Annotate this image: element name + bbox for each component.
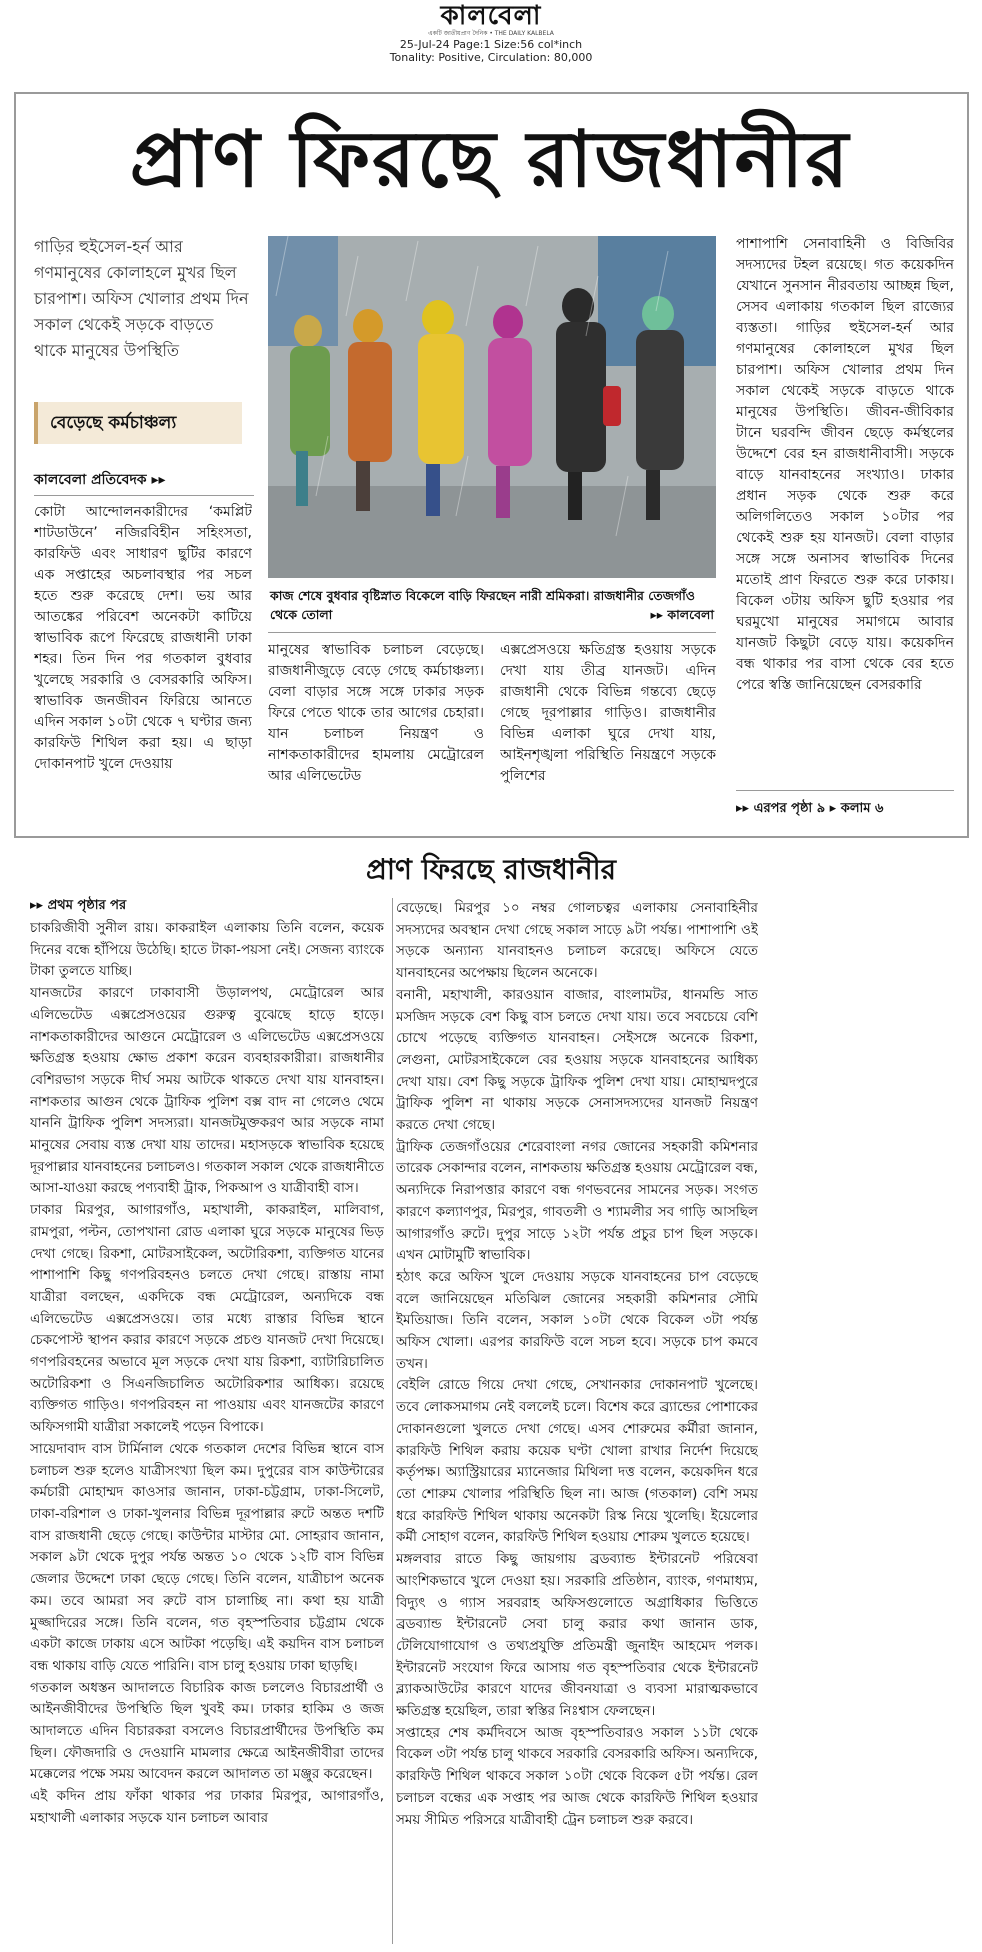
byline-rule: [34, 495, 254, 496]
photo-credit: ▸▸ কালবেলা: [650, 607, 714, 622]
clip-info: 25-Jul-24 Page:1 Size:56 col*inch: [399, 38, 583, 51]
continuation-paragraph: হঠাৎ করে অফিস খুলে দেওয়ায় সড়কে যানবাহনের চাপ বেড়েছে বলে জানিয়েছেন মতিঝিল জোনের সহকারী কমিশনার সৌমি ইমতিয়াজ। তিনি বলেন, সকাল ১০টা থেকে বিকেল ৩টা পর্যন্ত অফিস খোলা। এরপর কারফিউ বলে সচল হবে। সড়কে চাপ কমবে তখন।: [396, 1268, 758, 1372]
continuation-paragraph: বনানী, মহাখালী, কারওয়ান বাজার, বাংলামটর, ধানমন্ডি সাত মসজিদ সড়কে বেশ কিছু বাস চলতে দেখা যায়। তবে সবচেয়ে বেশি চোখে পড়েছে ব্যক্তিগত যানবাহন। সেইসঙ্গে অনেকে রিকশা, লেগুনা, মোটরসাইকেলে বের হওয়ায় সড়কে যানবাহনের আধিক্য দেখা যায়। বেশ কিছু সড়কে ট্রাফিক পুলিশ দেখা যায়। মোহাম্মদপুরে ট্রাফিক পুলিশ না থাকায় সড়কে সেনাসদস্যদের যানজট নিয়ন্ত্রণ করতে দেখা গেছে।: [396, 986, 758, 1134]
continuation-paragraph: সপ্তাহের শেষ কর্মদিবসে আজ বৃহস্পতিবারও সকাল ১১টা থেকে বিকেল ৩টা পর্যন্ত চালু থাকবে সরকারি বেসরকারি অফিস। অন্যদিকে, কারফিউ শিথিল থাকবে সকাল ১০টা থেকে বিকেল ৫টা পর্যন্ত। রেল চলাচল বন্ধের এক সপ্তাহ পর আজ থেকে কারফিউ শিথিল হওয়ার সময় সীমিত পরিসরে যাত্রীবাহী ট্রেন চলাচল শুরু করবে।: [396, 1724, 758, 1828]
article-deck: গাড়ির হুইসেল-হর্ন আর গণমানুষের কোলাহলে মুখর ছিল চারপাশ। অফিস খোলার প্রথম দিন সকাল থেকেই সড়কে বাড়তে থাকে মানুষের উপস্থিতি: [34, 237, 249, 360]
continuation-paragraph: মঙ্গলবার রাতে কিছু জায়গায় ব্রডব্যান্ড ইন্টারনেট পরিষেবা আংশিকভাবে খুলে দেওয়া হয়। সরকারি প্রতিষ্ঠান, ব্যাংক, গণমাধ্যম, বিদ্যুৎ ও গ্যাস সরবরাহ অফিসগুলোতে অগ্রাধিকার ভিত্তিতে ব্রডব্যান্ড ইন্টারনেট সেবা চালু করার কথা জানান ডাক, টেলিযোগাযোগ ও তথ্যপ্রযুক্তি প্রতিমন্ত্রী জুনাইদ আহমেদ পলক। ইন্টারনেট সংযোগ ফিরে আসায় গত বৃহস্পতিবার থেকে ইন্টারনেট ব্ল্যাকআউটের কারণে যাদের জীবনযাত্রা ও ব্যবসা মারাত্মকভাবে ক্ষতিগ্রস্ত হয়েছিল, তারা স্বস্তির নিঃশ্বাস ফেলছেন।: [396, 1551, 758, 1720]
article-headline: প্রাণ ফিরছে রাজধানীর: [129, 114, 851, 205]
article-kicker: বেড়েছে কর্মচাঞ্চল্য: [34, 402, 242, 444]
masthead: [0, 2, 982, 64]
continuation-left-column: [30, 918, 384, 1944]
continuation-paragraph: বেইলি রোডে গিয়ে দেখা গেছে, সেখানকার দোকানপাট খুলেছে। তবে লোকসমাগম নেই বললেই চলে। বিশেষ করে ব্র্যান্ডের পোশাকের দোকানগুলো খুলতে দেখা গেছে। এসব শোরুমের কর্মীরা জানান, কারফিউ শিথিল করায় কয়েক ঘণ্টা খোলা রাখার নির্দেশ দিয়েছে কর্তৃপক্ষ। অ্যাস্ট্রিয়ারের ম্যানেজার মিথিলা দত্ত বলেন, কয়েকদিন ধরে তো শোরুম খোলার পরিস্থিতি ছিল না। আজ (গতকাল) বেশি সময় ধরে কারফিউ শিথিল থাকায় অনেকটা রিস্ক নিয়ে খুলেছি। ইয়েলোর কর্মী সোহাগ বলেন, কারফিউ শিথিল হওয়ায় শোরুম খুলতে হয়েছে।: [396, 1377, 758, 1546]
article-column-1: কোটা আন্দোলনকারীদের ‘কমপ্লিট শাটডাউনে’ নজিরবিহীন সহিংসতা, কারফিউ এবং সাধারণ ছুটির কারণে এক সপ্তাহের অচলাবস্থার পর সচল হতে শুরু করেছে দেশ। ভয় আর আতঙ্কের পরিবেশ অনেকটা কাটিয়ে স্বাভাবিক রূপে ফিরেছে রাজধানী ঢাকা শহর। তিন দিন পর গতকাল বুধবার খুলেছে সরকারি ও বেসরকারি অফিস। স্বাভাবিক জনজীবন ফিরিয়ে আনতে এদিন সকাল ১০টা থেকে ৭ ঘণ্টার জন্য কারফিউ শিথিল করা হয়। এ ছাড়া দোকানপাট খুলে দেওয়ায়: [34, 504, 252, 772]
continuation-paragraph: গতকাল অধস্তন আদালতে বিচারিক কাজ চললেও বিচারপ্রার্থী ও আইনজীবীদের উপস্থিতি ছিল খুবই কম। ঢাকার হাকিম ও জজ আদালতে এদিন বিচারকরা বসলেও বিচারপ্রার্থীদের উপস্থিতি কম ছিল। ফৌজদারি ও দেওয়ানি মামলার ক্ষেত্রে আইনজীবীরা তাদের মক্কেলের পক্ষে সময় আবেদন করলে আদালত তা মঞ্জুর করেছেন।: [30, 1679, 384, 1783]
article-column-3: এক্সপ্রেসওয়ে ক্ষতিগ্রস্ত হওয়ায় সড়কে দেখা যায় তীব্র যানজট। এদিন রাজধানী থেকে বিভিন্ন গন্তব্যে ছেড়ে গেছে দূরপাল্লার গাড়িও। রাজধানীর বিভিন্ন এলাকা ঘুরে দেখা যায়, আইনশৃঙ্খলা পরিস্থিতি নিয়ন্ত্রণে সড়কে পুলিশের: [500, 642, 716, 784]
continuation-paragraph: সায়েদাবাদ বাস টার্মিনাল থেকে গতকাল দেশের বিভিন্ন স্থানে বাস চলাচল শুরু হলেও যাত্রীসংখ্যা ছিল কম। দুপুরের বাস কাউন্টারের কর্মচারী মোহাম্মদ কাওসার জানান, ঢাকা-চট্টগ্রাম, ঢাকা-সিলেট, ঢাকা-বরিশাল ও ঢাকা-খুলনার বিভিন্ন দূরপাল্লার রুটে অন্তত দশটি বাস রাজধানী ছেড়ে গেছে। কাউন্টার মাস্টার মো. সোহরাব জানান, সকাল ৯টা থেকে দুপুর পর্যন্ত অন্তত ১০ থেকে ১২টি বাস বিভিন্ন জেলার উদ্দেশে ঢাকা ছেড়ে গেছে। তিনি বলেন, যাত্রীচাপ অনেক কম। তবে আমরা সব রুটে বাস চালাচ্ছি না। কথা হয় যাত্রী মুজ্জাদিরের সঙ্গে। তিনি বলেন, গত বৃহস্পতিবার চট্টগ্রাম থেকে একটা কাজে ঢাকায় এসে আটকা পড়েছি। এই কয়দিন বাস চলাচল বন্ধ থাকায় বাড়ি যেতে পারিনি। বাস চালু হওয়ায় ঢাকা ছাড়ছি।: [30, 1440, 384, 1674]
jump-rule: [736, 790, 954, 791]
rain-workers-illustration: [268, 236, 716, 578]
clip-tonality: Tonality: Positive, Circulation: 80,000: [389, 51, 593, 64]
continuation-paragraph: ঢাকার মিরপুর, আগারগাঁও, মহাখালী, কাকরাইল, মালিবাগ, রামপুরা, পল্টন, তোপখানা রোড এলাকা ঘুরে সড়কে মানুষের ভিড় দেখা গেছে। রিকশা, মোটরসাইকেল, অটোরিকশা, ব্যক্তিগত যানের পাশাপাশি কিছু গণপরিবহনও চলতে দেখা গেছে। রাস্তায় নামা যাত্রীরা বলছেন, একদিকে বন্ধ মেট্রোরেল, অন্যদিকে বন্ধ এলিভেটেড এক্সপ্রেসওয়ে। তার মধ্যে রাস্তার বিভিন্ন স্থানে চেকপোস্ট স্থাপন করার কারণে সড়কে প্রচণ্ড যানজট দেখা দিয়েছে। গণপরিবহনের অভাবে মূল সড়কে দেখা যায় রিকশা, ব্যাটারিচালিত অটোরিকশা ও সিএনজিচালিত অটোরিকশার আধিক্য। রয়েছে ব্যক্তিগত গাড়িও। গণপরিবহন না পাওয়ায় এবং যানজটের কারণে অফিসগামী যাত্রীরা সকালেই পড়েন বিপাকে।: [30, 1202, 384, 1436]
newspaper-tagline: একটি জাতীয়প্রাণ দৈনিক • THE DAILY KALBELA: [428, 30, 554, 37]
caption-rule: [268, 632, 716, 633]
continuation-paragraph: বেড়েছে। মিরপুর ১০ নম্বর গোলচত্বর এলাকায় সেনাবাহিনীর সদস্যদের অবস্থান দেখা গেছে সকাল সাড়ে ৯টা পর্যন্ত। পাশাপাশি ওই সড়কে অন্যান্য যানবাহনও চলাচল করেছে। অফিসে যেতে যানবাহনের অপেক্ষায় ছিলেন অনেকে।: [396, 900, 758, 982]
article-column-4: পাশাপাশি সেনাবাহিনী ও বিজিবির সদস্যদের টহল রয়েছে। গত কয়েকদিন যেখানে সুনসান নীরবতায় আচ্ছন্ন ছিল, সেসব এলাকায় গতকাল ছিল রাজ্যের ব্যস্ততা। গাড়ির হুইসেল-হর্ন আর গণমানুষের কোলাহলে মুখর ছিল চারপাশ। অফিস খোলার প্রথম দিন সকাল থেকেই সড়কে বাড়তে থাকে মানুষের উপস্থিতি। জীবন-জীবিকার টানে ঘরবন্দি জীবন ছেড়ে কর্মস্থলের উদ্দেশে বের হন রাজধানীবাসী। সড়কে বাড়ে যানবাহনের সংখ্যাও। ঢাকার প্রধান সড়ক থেকে শুরু করে অলিগলিতেও সকাল ১০টার পর থেকেই শুরু হয় যানজট। বেলা বাড়ার সঙ্গে সঙ্গে অনাসব স্বাভাবিক দিনের মতোই প্রাণ ফিরতে শুরু করে ঢাকায়। বিকেল ৩টায় অফিস ছুটি হওয়ার পর ঘরমুখো মানুষের সমাগমে আবার যানজট কিছুটা বেড়ে যায়। কয়েকদিন বন্ধ থাকার পর বাসা থেকে বের হতে পেরে স্বস্তি জানিয়েছেন বেসরকারি: [736, 236, 954, 693]
photo-caption-text: কাজ শেষে বুধবার বৃষ্টিস্নাত বিকেলে বাড়ি ফিরছেন নারী শ্রমিকরা। রাজধানীর তেজগাঁও থেকে তোলা: [270, 588, 695, 622]
continuation-paragraph: যানজটের কারণে ঢাকাবাসী উড়ালপথ, মেট্রোরেল আর এলিভেটেড এক্সপ্রেসওয়ের গুরুত্ব বুঝেছে হাড়ে হাড়ে। নাশকতাকারীদের আগুনে মেট্রোরেল ও এলিভেটেড এক্সপ্রেসওয়ে ক্ষতিগ্রস্ত হওয়ায় ক্ষোভ প্রকাশ করেন ব্যবহারকারীরা। রাজধানীর বেশিরভাগ সড়কে দীর্ঘ সময় আটকে থাকতে দেখা যায় যানবাহন। নাশকতার আগুন থেকে ট্রাফিক পুলিশ বক্স বাদ না গেলেও থেমে যাননি ট্রাফিক পুলিশ সদস্যরা। যানজটমুক্তকরণ আর সড়কে নামা মানুষের সেবায় ব্যস্ত দেখা যায় তাদের। মহাসড়কে স্বাভাবিক হয়েছে দূরপাল্লার যানবাহনের চলাচলও। গতকাল সকাল থেকে রাজধানীতে আসা-যাওয়া করছে পণ্যবাহী ট্রাক, পিকআপ ও যাত্রীবাহী বাস।: [30, 985, 384, 1197]
news-photo: [268, 236, 716, 578]
photo-caption: [270, 586, 714, 624]
continuation-paragraph: এই কদিন প্রায় ফাঁকা থাকার পর ঢাকার মিরপুর, আগারগাঁও, মহাখালী এলাকার সড়কে যান চলাচল আবার: [30, 1788, 384, 1826]
continuation-paragraph: চাকরিজীবী সুনীল রায়। কাকরাইল এলাকায় তিনি বলেন, কয়েক দিনের বন্ধে হাঁপিয়ে উঠেছি। হাতে টাকা-পয়সা নেই। সেজন্য ব্যাংকে টাকা তুলতে যাচ্ছি।: [30, 920, 384, 980]
jump-line: ▸▸ এরপর পৃষ্ঠা ৯ ▸ কলাম ৬: [736, 801, 884, 816]
article-column-2: মানুষের স্বাভাবিক চলাচল বেড়েছে। রাজধানীজুড়ে বেড়ে গেছে কর্মচাঞ্চল্য। বেলা বাড়ার সঙ্গে সঙ্গে ঢাকার সড়ক ফিরে পেতে থাকে তার আগের চেহারা। যান চলাচল নিয়ন্ত্রণ ও নাশকতাকারীদের হামলায় মেট্রোরেল আর এলিভেটেড: [268, 642, 484, 784]
article-byline: কালবেলা প্রতিবেদক ▸▸: [34, 472, 166, 488]
continuation-from-label: ▸▸ প্রথম পৃষ্ঠার পর: [30, 898, 127, 913]
newspaper-logo: কালবেলা: [440, 1, 542, 31]
continuation-right-column: [396, 898, 758, 1944]
continuation-headline: প্রাণ ফিরছে রাজধানীর: [365, 853, 617, 886]
continuation-paragraph: ট্রাফিক তেজগাঁওয়ের শেরেবাংলা নগর জোনের সহকারী কমিশনার তারেক সেকান্দার বলেন, নাশকতায় ক্ষতিগ্রস্ত হওয়ায় মেট্রোরেল বন্ধ, অন্যদিকে নিরাপত্তার কারণে বন্ধ গণভবনের সামনের সড়ক। সংগত কারণে কল্যাণপুর, মিরপুর, গাবতলী ও শ্যামলীর সব গাড়ি আসছিল আগারগাঁও রুটে। দুপুর সাড়ে ১২টা পর্যন্ত প্রচুর চাপ ছিল সড়কে। এখন মোটামুটি স্বাভাবিক।: [396, 1138, 758, 1264]
column-divider: [392, 898, 393, 1944]
